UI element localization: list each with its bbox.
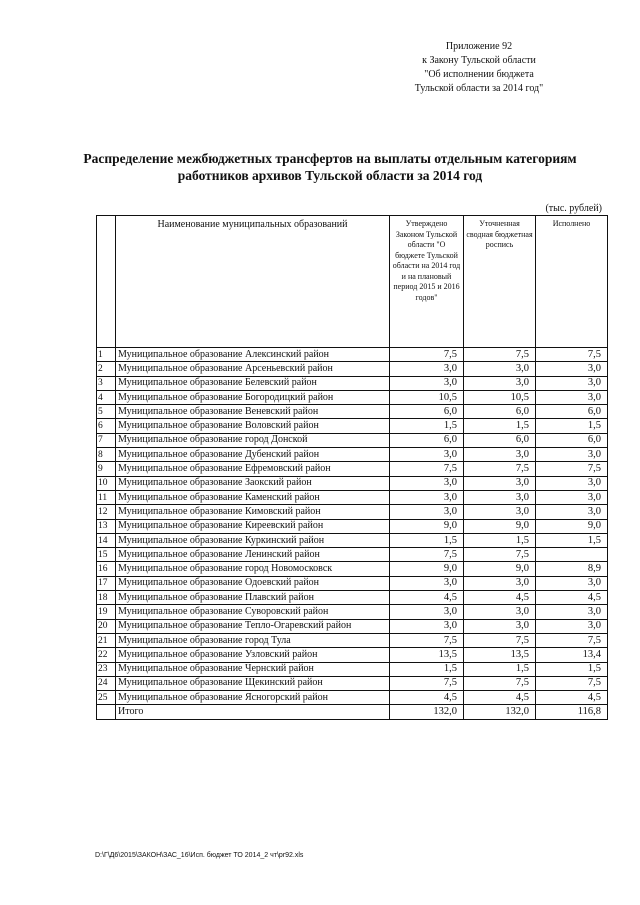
table-row (97, 648, 608, 662)
row-name: Муниципальное образование Тепло-Огаревский район (116, 619, 390, 633)
document-title (80, 150, 580, 184)
table-row (97, 433, 608, 447)
table-row (97, 348, 608, 362)
row-executed: 3,0 (536, 376, 608, 390)
row-number: 5 (97, 405, 116, 419)
title-line: работников архивов Тульской области за 2014 год (177, 168, 483, 183)
row-name: Муниципальное образование Чернский район (116, 662, 390, 676)
row-executed: 7,5 (536, 462, 608, 476)
row-name: Муниципальное образование Куркинский район (116, 533, 390, 547)
table-row (97, 490, 608, 504)
row-name: Муниципальное образование Алексинский район (116, 348, 390, 362)
appendix-line: к Закону Тульской области (422, 55, 536, 66)
row-executed: 3,0 (536, 390, 608, 404)
row-refined: 1,5 (464, 533, 536, 547)
row-executed: 1,5 (536, 662, 608, 676)
header-refined: Уточненная сводная бюджетная роспись (464, 216, 536, 348)
table-header-row (97, 216, 608, 348)
row-refined: 7,5 (464, 462, 536, 476)
table-row (97, 548, 608, 562)
row-name: Муниципальное образование Узловский район (116, 648, 390, 662)
table-row (97, 476, 608, 490)
row-name: Муниципальное образование город Донской (116, 433, 390, 447)
row-executed: 3,0 (536, 605, 608, 619)
row-approved: 4,5 (390, 591, 464, 605)
row-approved: 10,5 (390, 390, 464, 404)
row-name: Муниципальное образование Плавский район (116, 591, 390, 605)
row-number: 17 (97, 576, 116, 590)
header-executed: Исполнено (536, 216, 608, 348)
row-executed: 9,0 (536, 519, 608, 533)
row-executed: 3,0 (536, 362, 608, 376)
row-number: 11 (97, 490, 116, 504)
row-refined: 13,5 (464, 648, 536, 662)
appendix-line: Тульской области за 2014 год" (414, 83, 544, 94)
row-executed: 6,0 (536, 433, 608, 447)
table-row (97, 505, 608, 519)
row-approved: 3,0 (390, 376, 464, 390)
row-name: Муниципальное образование Веневский район (116, 405, 390, 419)
row-refined: 7,5 (464, 633, 536, 647)
row-name: Муниципальное образование Богородицкий район (116, 390, 390, 404)
row-refined: 9,0 (464, 519, 536, 533)
row-number: 8 (97, 448, 116, 462)
table-row (97, 676, 608, 690)
row-approved: 9,0 (390, 519, 464, 533)
row-name: Муниципальное образование Ефремовский район (116, 462, 390, 476)
row-number: 3 (97, 376, 116, 390)
row-name: Муниципальное образование город Новомосковск (116, 562, 390, 576)
row-approved: 7,5 (390, 633, 464, 647)
row-approved: 1,5 (390, 419, 464, 433)
row-name: Муниципальное образование Дубенский район (116, 448, 390, 462)
row-refined: 4,5 (464, 591, 536, 605)
row-approved: 3,0 (390, 362, 464, 376)
table-row (97, 633, 608, 647)
table-row (97, 362, 608, 376)
row-refined: 7,5 (464, 348, 536, 362)
row-approved: 13,5 (390, 648, 464, 662)
row-executed: 3,0 (536, 576, 608, 590)
row-number: 15 (97, 548, 116, 562)
row-name: Муниципальное образование Воловский район (116, 419, 390, 433)
appendix-line: "Об исполнении бюджета (424, 69, 534, 80)
row-number: 4 (97, 390, 116, 404)
row-refined: 3,0 (464, 576, 536, 590)
row-executed: 6,0 (536, 405, 608, 419)
table-body (97, 348, 608, 720)
row-executed: 7,5 (536, 348, 608, 362)
row-refined: 3,0 (464, 505, 536, 519)
row-approved: 7,5 (390, 348, 464, 362)
row-executed: 7,5 (536, 633, 608, 647)
row-number: 7 (97, 433, 116, 447)
row-number: 2 (97, 362, 116, 376)
row-executed: 7,5 (536, 676, 608, 690)
table-row (97, 519, 608, 533)
row-number: 1 (97, 348, 116, 362)
appendix-line: Приложение 92 (445, 41, 513, 52)
row-name: Муниципальное образование Одоевский район (116, 576, 390, 590)
table-row (97, 662, 608, 676)
row-approved: 3,0 (390, 490, 464, 504)
row-executed: 3,0 (536, 619, 608, 633)
row-number: 10 (97, 476, 116, 490)
row-number: 19 (97, 605, 116, 619)
row-executed: 4,5 (536, 591, 608, 605)
row-refined: 3,0 (464, 362, 536, 376)
row-name: Муниципальное образование Заокский район (116, 476, 390, 490)
row-number: 9 (97, 462, 116, 476)
row-approved: 4,5 (390, 691, 464, 705)
transfers-table (96, 215, 608, 720)
table-row (97, 462, 608, 476)
table-total-row (97, 705, 608, 719)
units-label: (тыс. рублей) (545, 203, 602, 214)
row-refined: 6,0 (464, 405, 536, 419)
table-row (97, 376, 608, 390)
header-number (97, 216, 116, 348)
row-name: Муниципальное образование Ясногорский район (116, 691, 390, 705)
row-executed (536, 548, 608, 562)
table-row (97, 533, 608, 547)
row-number: 21 (97, 633, 116, 647)
row-number: 24 (97, 676, 116, 690)
row-approved: 6,0 (390, 405, 464, 419)
row-refined: 4,5 (464, 691, 536, 705)
row-refined: 3,0 (464, 476, 536, 490)
row-approved: 3,0 (390, 619, 464, 633)
row-approved: 1,5 (390, 533, 464, 547)
row-number: 14 (97, 533, 116, 547)
row-number: 22 (97, 648, 116, 662)
row-executed: 13,4 (536, 648, 608, 662)
row-refined: 1,5 (464, 419, 536, 433)
row-name: Муниципальное образование Киреевский район (116, 519, 390, 533)
row-refined: 7,5 (464, 548, 536, 562)
row-refined: 6,0 (464, 433, 536, 447)
row-approved: 3,0 (390, 448, 464, 462)
row-refined: 3,0 (464, 448, 536, 462)
row-executed: 8,9 (536, 562, 608, 576)
row-number: 6 (97, 419, 116, 433)
row-name: Муниципальное образование Белевский район (116, 376, 390, 390)
row-executed: 116,8 (536, 705, 608, 719)
header-name: Наименование муниципальных образований (116, 216, 390, 348)
row-number (97, 705, 116, 719)
row-name: Муниципальное образование Кимовский район (116, 505, 390, 519)
row-executed: 4,5 (536, 691, 608, 705)
table-row (97, 405, 608, 419)
row-refined: 3,0 (464, 490, 536, 504)
row-approved: 3,0 (390, 476, 464, 490)
row-name: Муниципальное образование город Тула (116, 633, 390, 647)
row-refined: 3,0 (464, 376, 536, 390)
row-name: Муниципальное образование Щекинский район (116, 676, 390, 690)
table-row (97, 619, 608, 633)
row-name: Муниципальное образование Арсеньевский район (116, 362, 390, 376)
table-row (97, 591, 608, 605)
row-approved: 1,5 (390, 662, 464, 676)
row-refined: 10,5 (464, 390, 536, 404)
row-approved: 7,5 (390, 462, 464, 476)
file-path-footer: D:\Г\Д6\2015\ЗАКОН\ЗАС_16\Исп. бюджет ТО 2014_2 чт\pr92.xls (95, 852, 304, 859)
row-refined: 1,5 (464, 662, 536, 676)
row-refined: 3,0 (464, 605, 536, 619)
table-row (97, 390, 608, 404)
row-approved: 7,5 (390, 548, 464, 562)
title-line: Распределение межбюджетных трансфертов на выплаты отдельным категориям (83, 151, 577, 166)
row-name: Итого (116, 705, 390, 719)
row-number: 18 (97, 591, 116, 605)
table-row (97, 605, 608, 619)
row-refined: 7,5 (464, 676, 536, 690)
row-executed: 3,0 (536, 505, 608, 519)
row-refined: 132,0 (464, 705, 536, 719)
row-number: 16 (97, 562, 116, 576)
row-approved: 9,0 (390, 562, 464, 576)
row-name: Муниципальное образование Ленинский район (116, 548, 390, 562)
row-number: 12 (97, 505, 116, 519)
row-approved: 6,0 (390, 433, 464, 447)
row-number: 25 (97, 691, 116, 705)
row-approved: 3,0 (390, 576, 464, 590)
row-executed: 3,0 (536, 476, 608, 490)
row-executed: 1,5 (536, 533, 608, 547)
row-name: Муниципальное образование Суворовский район (116, 605, 390, 619)
table-row (97, 419, 608, 433)
table-row (97, 448, 608, 462)
row-approved: 132,0 (390, 705, 464, 719)
table-row (97, 691, 608, 705)
row-executed: 3,0 (536, 448, 608, 462)
row-approved: 3,0 (390, 605, 464, 619)
row-name: Муниципальное образование Каменский район (116, 490, 390, 504)
table-row (97, 576, 608, 590)
row-executed: 3,0 (536, 490, 608, 504)
row-refined: 3,0 (464, 619, 536, 633)
row-refined: 9,0 (464, 562, 536, 576)
appendix-note (394, 40, 564, 96)
header-approved: Утверждено Законом Тульской области "О бюджете Тульской области на 2014 год и на плановый период 2015 и 2016 годов" (390, 216, 464, 348)
row-number: 13 (97, 519, 116, 533)
table-row (97, 562, 608, 576)
row-number: 20 (97, 619, 116, 633)
row-approved: 3,0 (390, 505, 464, 519)
row-executed: 1,5 (536, 419, 608, 433)
row-approved: 7,5 (390, 676, 464, 690)
row-number: 23 (97, 662, 116, 676)
